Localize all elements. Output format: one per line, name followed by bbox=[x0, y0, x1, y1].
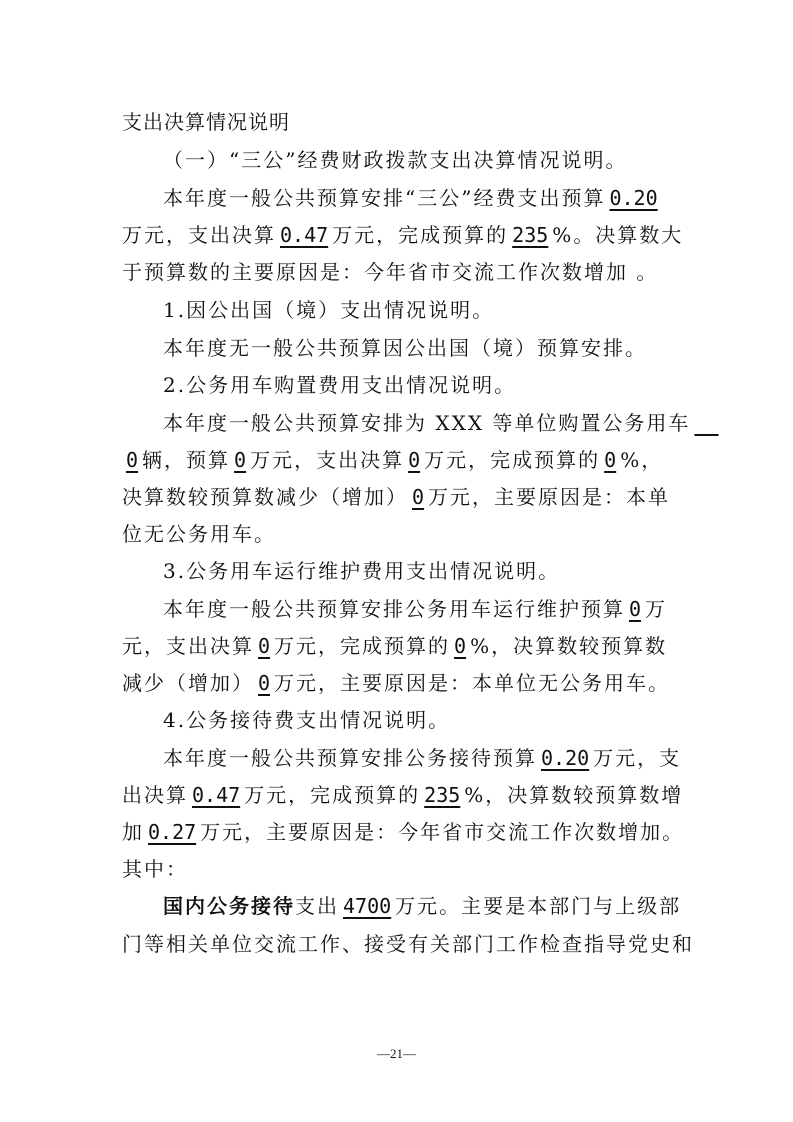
item-2-line-4: 位无公务用车。 bbox=[122, 522, 276, 546]
item-4-line-1: 本年度一般公共预算安排公务接待预算 0.20 万元，支 bbox=[163, 746, 682, 770]
item-3-line-1: 本年度一般公共预算安排公务用车运行维护预算 0 万 bbox=[163, 597, 668, 621]
item-1-text: 本年度无一般公共预算因公出国（境）预算安排。 bbox=[163, 336, 647, 360]
value-percent: 235 bbox=[512, 223, 549, 247]
paragraph-1-line-3: 于预算数的主要原因是：今年省市交流工作次数增加 。 bbox=[122, 260, 659, 284]
item-2-line-2: 0 辆，预算 0 万元，支出决算 0 万元，完成预算的 0 %， bbox=[122, 442, 678, 478]
domestic-line-2: 门等相关单位交流工作、接受有关部门工作检查指导党史和 bbox=[122, 932, 694, 956]
paragraph-1-line-1: 本年度一般公共预算安排“三公”经费支出预算 0.20 bbox=[163, 180, 678, 216]
item-4-line-4: 其中： bbox=[122, 857, 188, 881]
item-2-line-3: 决算数较预算数减少（增加） 0 万元，主要原因是：本单 bbox=[122, 485, 671, 509]
paragraph-1-line-2: 万元，支出决算 0.47 万元，完成预算的 235 %。决算数大 bbox=[122, 223, 684, 247]
domestic-line-1: 国内公务接待支出 4700 万元。主要是本部门与上级部 bbox=[163, 894, 682, 918]
item-4-line-3: 加 0.27 万元，主要原因是：今年省市交流工作次数增加。 bbox=[122, 820, 685, 844]
page-number: —21— bbox=[377, 1046, 416, 1061]
item-3-line-3: 减少（增加） 0 万元，主要原因是：本单位无公务用车。 bbox=[122, 671, 671, 695]
value-actual: 0.47 bbox=[280, 223, 329, 247]
value-budget: 0.20 bbox=[609, 186, 658, 210]
item-4-title: 4.公务接待费支出情况说明。 bbox=[163, 708, 451, 732]
item-2-title: 2.公务用车购置费用支出情况说明。 bbox=[163, 373, 517, 397]
item-2-line-1: 本年度一般公共预算安排为 XXX 等单位购置公务用车 bbox=[163, 411, 691, 435]
item-3-line-2: 元，支出决算 0 万元，完成预算的 0 %，决算数较预算数 bbox=[122, 634, 668, 658]
item-4-line-2: 出决算 0.47 万元，完成预算的 235 %，决算数较预算数增 bbox=[122, 783, 684, 807]
item-1-title: 1.因公出国（境）支出情况说明。 bbox=[163, 298, 495, 322]
domestic-label: 国内公务接待 bbox=[163, 894, 295, 918]
section-title-1: （一）“三公”经费财政拨款支出决算情况说明。 bbox=[163, 148, 628, 172]
section-heading: 支出决算情况说明 bbox=[122, 110, 290, 134]
value-cars: 0 bbox=[126, 448, 139, 472]
item-3-title: 3.公务用车运行维护费用支出情况说明。 bbox=[163, 559, 561, 583]
